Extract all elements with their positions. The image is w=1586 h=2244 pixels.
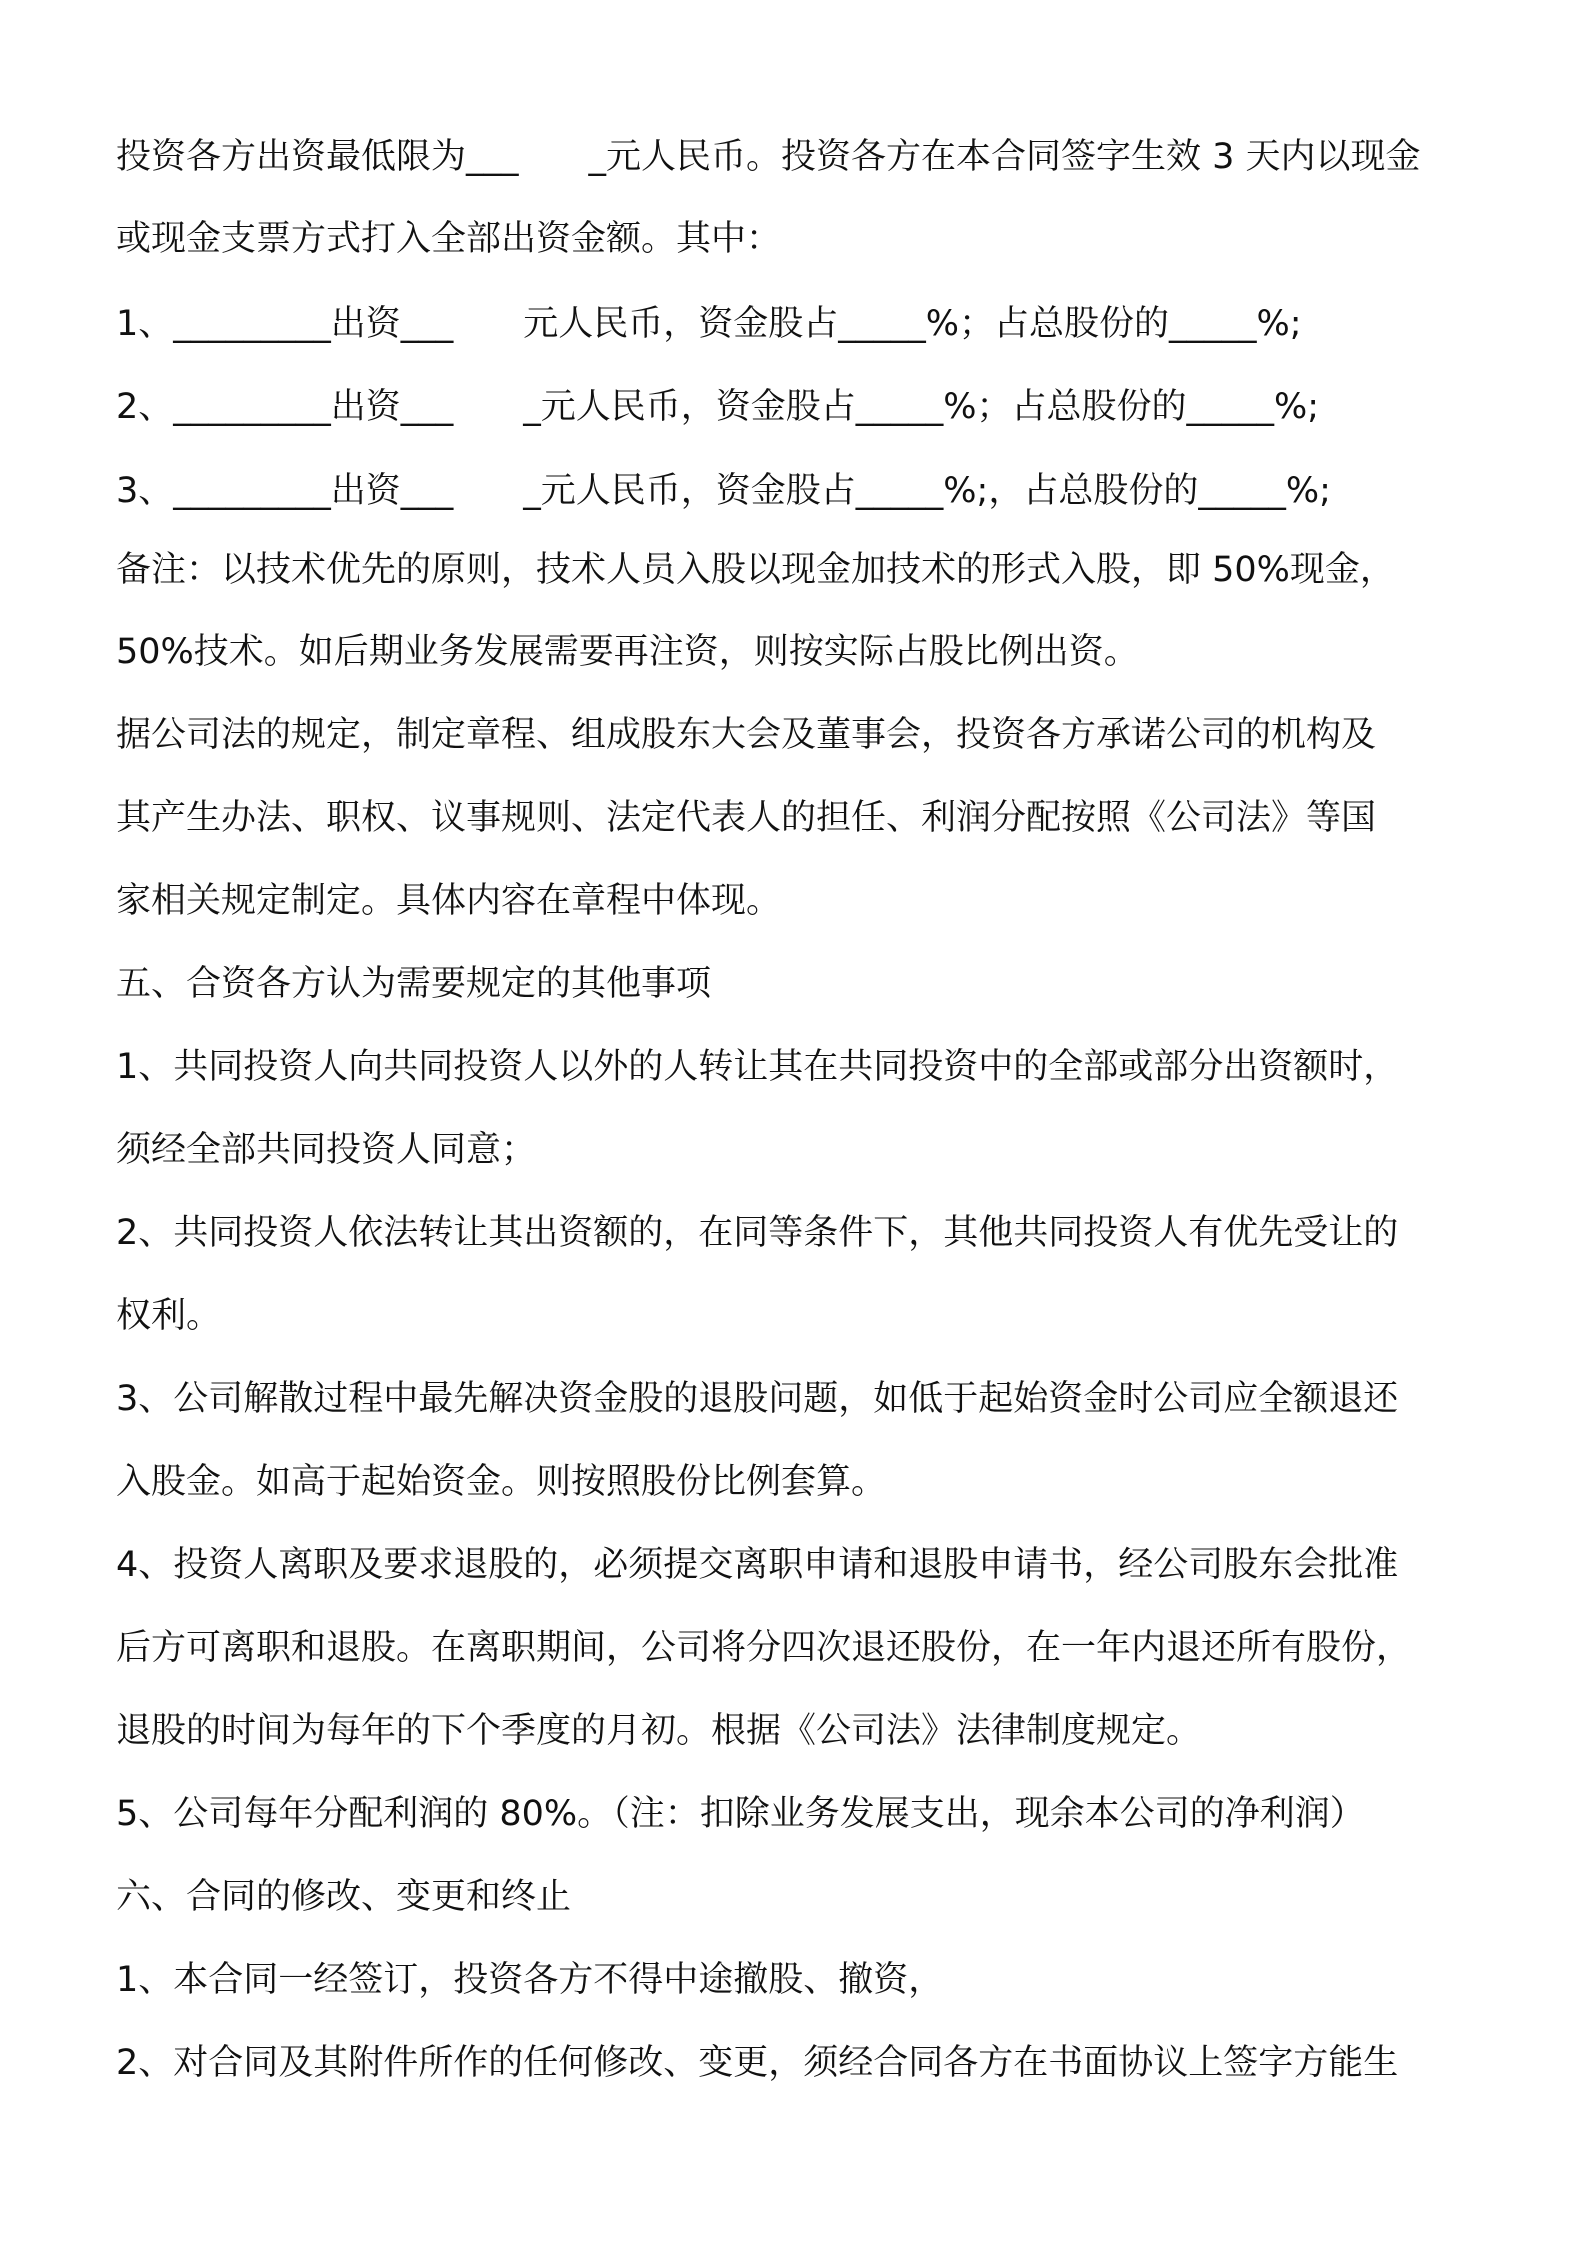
contract-line: 1、共同投资人向共同投资人以外的人转让其在共同投资中的全部或部分出资额时， bbox=[116, 1047, 1399, 1087]
section-heading: 六、合同的修改、变更和终止 bbox=[116, 1877, 572, 1917]
contract-line: 或现金支票方式打入全部出资金额。其中： bbox=[116, 219, 782, 259]
contract-line: 据公司法的规定，制定章程、组成股东大会及董事会，投资各方承诺公司的机构及 bbox=[116, 715, 1377, 755]
contract-line: 4、投资人离职及要求退股的，必须提交离职申请和退股申请书，经公司股东会批准 bbox=[116, 1545, 1399, 1585]
contract-line: 2、共同投资人依法转让其出资额的，在同等条件下，其他共同投资人有优先受让的 bbox=[116, 1213, 1399, 1253]
contract-line: 家相关规定制定。具体内容在章程中体现。 bbox=[116, 881, 782, 921]
contract-line: 退股的时间为每年的下个季度的月初。根据《公司法》法律制度规定。 bbox=[116, 1711, 1202, 1751]
contract-line: 2、_________出资___ _元人民币，资金股占_____%；占总股份的_____%; bbox=[116, 387, 1320, 427]
contract-line: 须经全部共同投资人同意； bbox=[116, 1130, 537, 1170]
section-heading: 五、合资各方认为需要规定的其他事项 bbox=[116, 964, 712, 1004]
contract-line: 后方可离职和退股。在离职期间，公司将分四次退还股份，在一年内退还所有股份， bbox=[116, 1628, 1412, 1668]
contract-line: 入股金。如高于起始资金。则按照股份比例套算。 bbox=[116, 1462, 887, 1502]
contract-line: 1、本合同一经签订，投资各方不得中途撤股、撤资， bbox=[116, 1960, 944, 2000]
contract-line: 2、对合同及其附件所作的任何修改、变更，须经合同各方在书面协议上签字方能生 bbox=[116, 2043, 1399, 2083]
contract-line: 备注：以技术优先的原则，技术人员入股以现金加技术的形式入股，即 50%现金， bbox=[116, 550, 1395, 590]
contract-line: 3、公司解散过程中最先解决资金股的退股问题，如低于起始资金时公司应全额退还 bbox=[116, 1379, 1399, 1419]
contract-line: 3、_________出资___ _元人民币，资金股占_____%;，占总股份的_____%; bbox=[116, 471, 1331, 511]
contract-line: 5、公司每年分配利润的 80%。（注：扣除业务发展支出，现余本公司的净利润） bbox=[116, 1794, 1365, 1834]
contract-line: 投资各方出资最低限为___ _元人民币。投资各方在本合同签字生效 3 天内以现金 bbox=[116, 137, 1421, 177]
contract-line: 50%技术。如后期业务发展需要再注资，则按实际占股比例出资。 bbox=[116, 632, 1139, 672]
contract-line: 1、_________出资___ 元人民币，资金股占_____%；占总股份的_____%; bbox=[116, 304, 1302, 344]
contract-line: 其产生办法、职权、议事规则、法定代表人的担任、利润分配按照《公司法》等国 bbox=[116, 798, 1377, 838]
contract-line: 权利。 bbox=[116, 1296, 222, 1336]
